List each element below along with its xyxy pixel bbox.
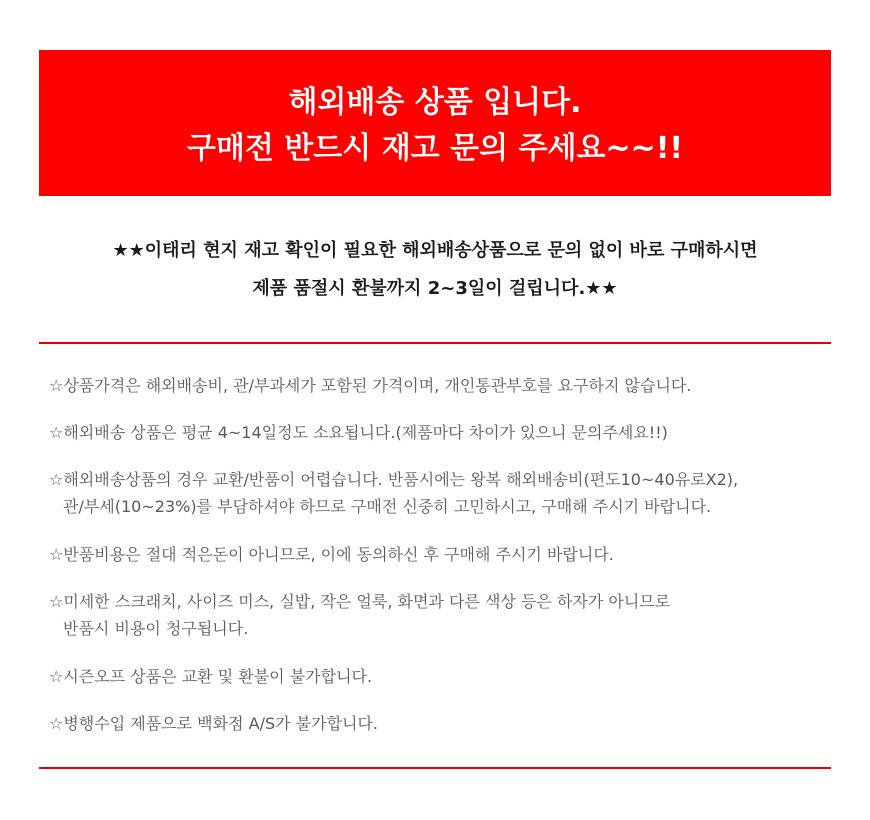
policy-text: ☆반품비용은 절대 적은돈이 아니므로, 이에 동의하신 후 구매해 주시기 바랍니다. [49, 545, 614, 564]
policy-list [49, 372, 839, 757]
policy-text: ☆미세한 스크래치, 사이즈 미스, 실밥, 작은 얼룩, 화면과 다른 색상 등은 하자가 아니므로 [49, 592, 671, 611]
policy-item-defects [49, 588, 839, 642]
notice-line-2: 제품 품절시 환불까지 2~3일이 걸립니다.★★ [252, 278, 618, 299]
notice-line-1: ★★이태리 현지 재고 확인이 필요한 해외배송상품으로 문의 없이 바로 구매하시면 [112, 240, 758, 261]
policy-item-return-cost [49, 541, 839, 568]
policy-text-continued: 관/부세(10~23%)를 부담하셔야 하므로 구매전 신중히 고민하시고, 구매해 주시기 바랍니다. [63, 497, 712, 516]
policy-item-parallel-import [49, 710, 839, 737]
stock-notice [0, 232, 870, 308]
policy-text: ☆상품가격은 해외배송비, 관/부과세가 포함된 가격이며, 개인통관부호를 요구하지 않습니다. [49, 376, 692, 395]
policy-item-delivery [49, 419, 839, 446]
policy-item-season-off [49, 663, 839, 690]
policy-text-continued: 반품시 비용이 청구됩니다. [63, 619, 249, 638]
policy-text: ☆병행수입 제품으로 백화점 A/S가 불가합니다. [49, 714, 379, 733]
policy-text: ☆해외배송상품의 경우 교환/반품이 어렵습니다. 반품시에는 왕복 해외배송비(편도10~40유로X2), [49, 470, 739, 489]
banner-line-1: 해외배송 상품 입니다. [288, 85, 582, 120]
policy-item-price [49, 372, 839, 399]
warning-banner [39, 50, 831, 196]
policy-item-return-shipping [49, 466, 839, 520]
policy-text: ☆해외배송 상품은 평균 4~14일정도 소요됩니다.(제품마다 차이가 있으니 문의주세요!!) [49, 423, 668, 442]
banner-line-2: 구매전 반드시 재고 문의 주세요~~!! [186, 131, 684, 166]
divider-top [39, 342, 831, 344]
policy-text: ☆시즌오프 상품은 교환 및 환불이 불가합니다. [49, 667, 373, 686]
divider-bottom [39, 767, 831, 769]
